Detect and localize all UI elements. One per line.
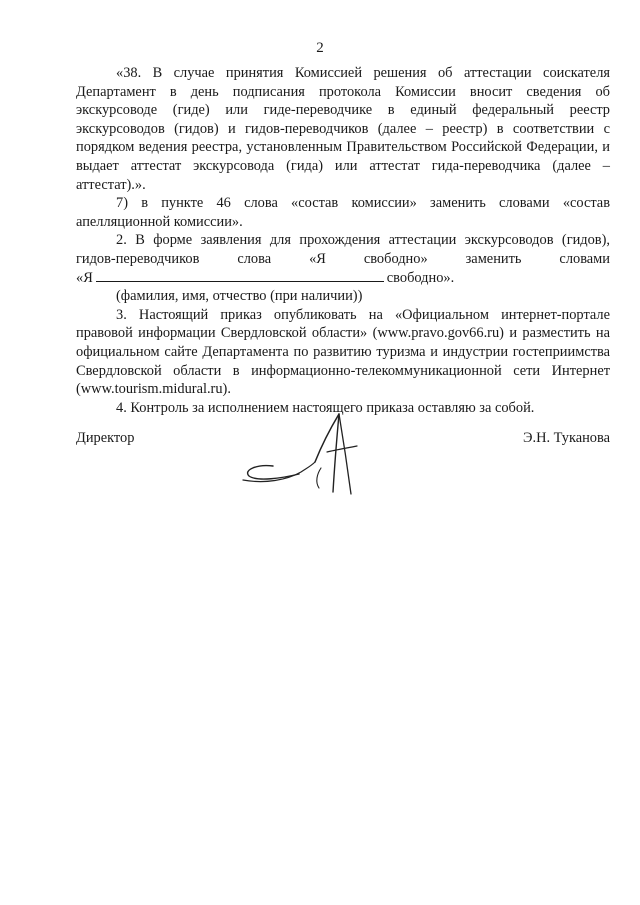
handwritten-signature	[235, 408, 385, 508]
fill-line-hint: (фамилия, имя, отчество (при наличии))	[116, 288, 363, 305]
paragraph-38: «38. В случае принятия Комиссией решения об аттестации соискателя Департамент в день подписания протокола Комиссии вносит сведения об экскурсоводе (гиде) или гиде-переводчике в единый федеральный реестр экскурсоводов (гидов) и гидов-переводчиков (далее – реестр) в соответствии с порядком ведения реестра, установленным Правительством Российской Федерации, и выдает аттестат экскурсовода (гида) или аттестат гида-переводчика (далее – аттестат).».	[76, 65, 610, 193]
page-number: 2	[316, 40, 324, 56]
paragraph-4: 4. Контроль за исполнением настоящего приказа оставляю за собой.	[116, 399, 535, 416]
signer-title: Директор	[76, 430, 135, 446]
paragraph-2-fill-line	[76, 269, 610, 288]
paragraph-2-start: 2. В форме заявления для прохождения аттестации экскурсоводов (гидов), гидов-переводчиков слова «Я свободно» заменить словами	[76, 232, 610, 267]
fill-line-end: свободно».	[386, 269, 455, 286]
signer-name: Э.Н. Туканова	[522, 430, 610, 446]
paragraph-item-7: 7) в пункте 46 слова «состав комиссии» заменить словами «состав апелляционной комиссии».	[76, 195, 610, 230]
name-blank-line	[96, 269, 384, 282]
paragraph-3: 3. Настоящий приказ опубликовать на «Официальном интернет-портале правовой информации Свердловской области» (www.pravo.gov66.ru) и разместить на официальном сайте Департамента по развитию туризма и индустрии гостеприимства Свердловской области в информационно-телекоммуникационной сети Интернет (www.tourism.midural.ru).	[76, 306, 610, 398]
fill-line-start: «Я	[76, 269, 93, 286]
document-body	[76, 64, 610, 417]
